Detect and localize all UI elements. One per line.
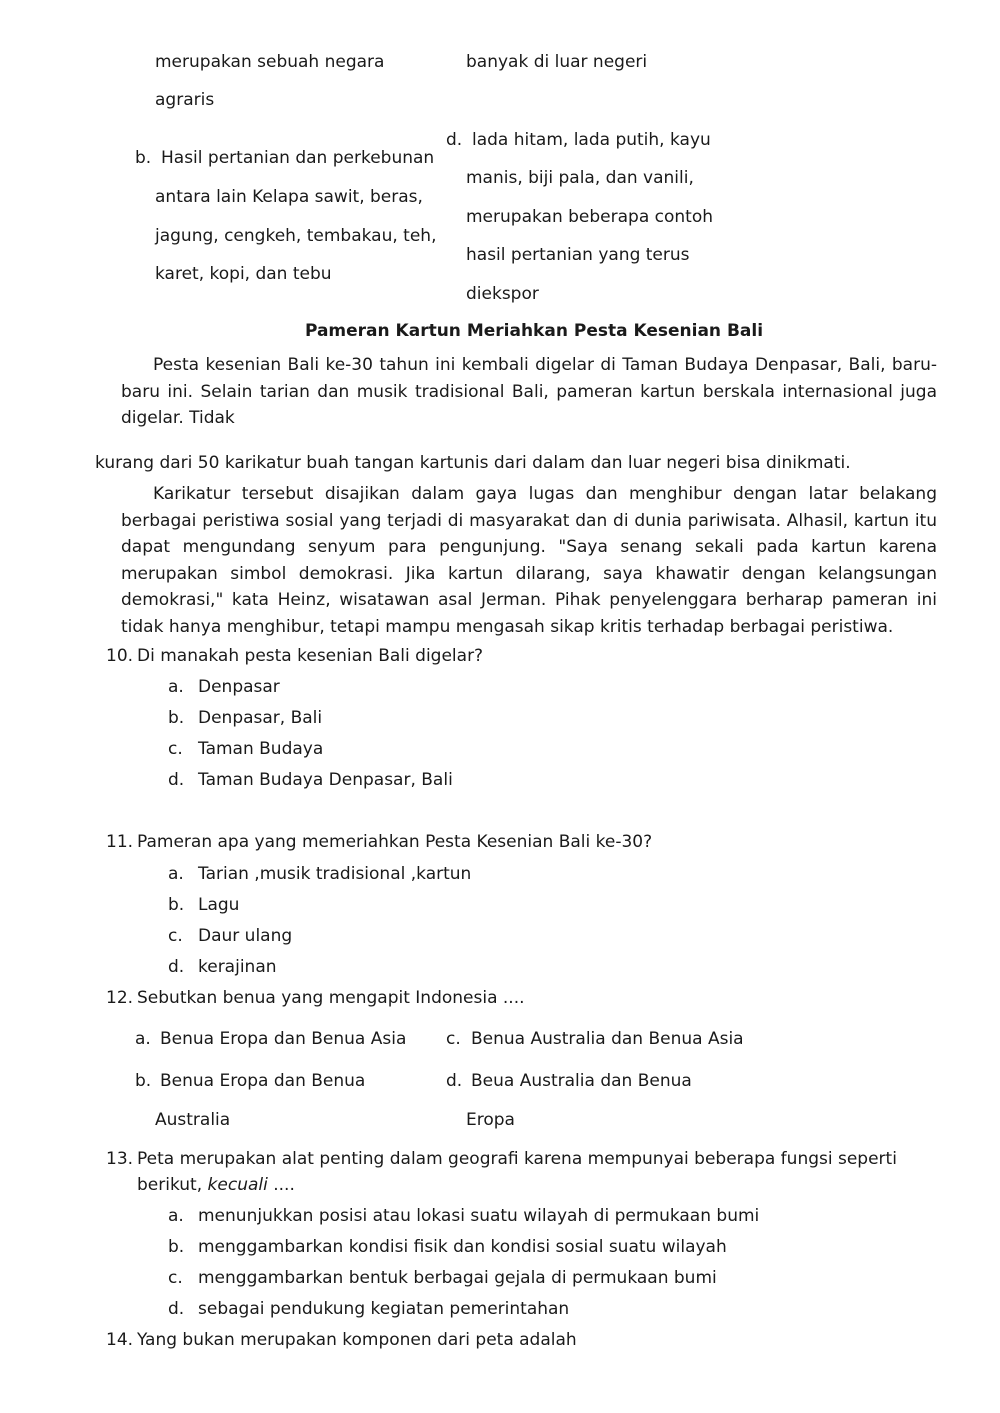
option-text-line: diekspor: [466, 284, 539, 304]
option-label: b.: [135, 148, 152, 168]
option-label: c.: [446, 1029, 461, 1049]
option-text: kerajinan: [198, 957, 277, 977]
option-b: [168, 895, 239, 915]
option-label: a.: [168, 1206, 184, 1226]
question-text-line-2: [137, 1175, 295, 1195]
option-label: c.: [168, 926, 183, 946]
option-text: Daur ulang: [198, 926, 293, 946]
option-text-line: karet, kopi, dan tebu: [155, 264, 332, 284]
option-d: [168, 957, 277, 977]
option-b: [135, 1071, 365, 1091]
option-text: menggambarkan bentuk berbagai gejala di permukaan bumi: [198, 1268, 717, 1288]
option-label: d.: [168, 957, 185, 977]
option-text: menggambarkan kondisi fisik dan kondisi sosial suatu wilayah: [198, 1237, 727, 1257]
option-c: [446, 1029, 744, 1049]
option-text: Beua Australia dan Benua: [471, 1071, 692, 1091]
option-label: d.: [446, 130, 463, 150]
option-a: [168, 1206, 759, 1226]
question-number: 14.: [106, 1330, 134, 1350]
option-text: Benua Eropa dan Benua Asia: [160, 1029, 407, 1049]
option-a: [168, 677, 280, 697]
question-text: Peta merupakan alat penting dalam geografi karena mempunyai beberapa fungsi seperti: [137, 1149, 897, 1169]
option-label: a.: [135, 1029, 151, 1049]
option-label: d.: [446, 1071, 463, 1091]
option-label: a.: [168, 864, 184, 884]
option-d: [168, 1299, 569, 1319]
question-text: Pameran apa yang memeriahkan Pesta Kesenian Bali ke-30?: [137, 832, 653, 852]
option-text: Benua Australia dan Benua Asia: [471, 1029, 744, 1049]
option-text-line: banyak di luar negeri: [466, 52, 648, 72]
question-emphasis: kecuali: [207, 1175, 268, 1195]
option-label: b.: [168, 1237, 185, 1257]
option-d: [168, 770, 453, 790]
question-number: 13.: [106, 1149, 134, 1169]
option-text-line: Australia: [155, 1110, 231, 1130]
question-number: 10.: [106, 646, 134, 666]
option-text-line: Eropa: [466, 1110, 515, 1130]
option-text: Taman Budaya: [198, 739, 324, 759]
option-text: Taman Budaya Denpasar, Bali: [198, 770, 453, 790]
article-paragraph-1: Pesta kesenian Bali ke-30 tahun ini kembali digelar di Taman Budaya Denpasar, Bali, baru-baru ini. Selain tarian dan musik tradisional Bali, pameran kartun berskala internasional juga digelar. Tidak: [121, 355, 937, 428]
option-a: [135, 1029, 406, 1049]
question-text: Sebutkan benua yang mengapit Indonesia ....: [137, 988, 525, 1008]
option-label: b.: [168, 708, 185, 728]
option-label: c.: [168, 1268, 183, 1288]
option-text-line: agraris: [155, 90, 215, 110]
question-text-segment: berikut,: [137, 1175, 203, 1195]
option-text-line: jagung, cengkeh, tembakau, teh,: [155, 226, 437, 246]
option-label: a.: [168, 677, 184, 697]
option-text-line: hasil pertanian yang terus: [466, 245, 690, 265]
option-b: [168, 1237, 727, 1257]
option-label: b.: [168, 895, 185, 915]
option-text: sebagai pendukung kegiatan pemerintahan: [198, 1299, 570, 1319]
option-text: Benua Eropa dan Benua: [160, 1071, 366, 1091]
option-c: [168, 739, 323, 759]
option-b: [168, 708, 322, 728]
option-text: Denpasar, Bali: [198, 708, 323, 728]
article-paragraph-2: Karikatur tersebut disajikan dalam gaya lugas dan menghibur dengan latar belakang berbagai peristiwa sosial yang terjadi di masyarakat dan di dunia pariwisata. Alhasil, kartun itu dapat mengundang senyum para pengunjung. "Saya senang sekali pada kartun karena merupakan simbol demokrasi. Jika kartun dilarang, saya khawatir dengan kelangsungan demokrasi," kata Heinz, wisatawan asal Jerman. Pihak penyelenggara berharap pameran ini tidak hanya menghibur, tetapi mampu mengasah sikap kritis terhadap berbagai peristiwa.: [121, 484, 937, 637]
option-text: Tarian ,musik tradisional ,kartun: [198, 864, 472, 884]
option-d: [446, 1071, 692, 1091]
option-c: [168, 926, 292, 946]
option-text-line: merupakan sebuah negara: [155, 52, 385, 72]
option-a: [168, 864, 471, 884]
option-c: [168, 1268, 717, 1288]
option-text-line: manis, biji pala, dan vanili,: [466, 168, 694, 188]
option-text: Denpasar: [198, 677, 280, 697]
option-text-line: merupakan beberapa contoh: [466, 207, 714, 227]
option-text: menunjukkan posisi atau lokasi suatu wilayah di permukaan bumi: [198, 1206, 760, 1226]
question-number: 11.: [106, 832, 134, 852]
option-text: Lagu: [198, 895, 240, 915]
option-label: c.: [168, 739, 183, 759]
option-text-line: antara lain Kelapa sawit, beras,: [155, 187, 423, 207]
question-text: Yang bukan merupakan komponen dari peta adalah: [137, 1330, 577, 1350]
article-paragraph-1-continued: kurang dari 50 karikatur buah tangan kartunis dari dalam dan luar negeri bisa dinikmati.: [95, 453, 851, 473]
article-title: Pameran Kartun Meriahkan Pesta Kesenian Bali: [304, 321, 764, 341]
question-number: 12.: [106, 988, 134, 1008]
question-text-segment: ....: [273, 1175, 295, 1195]
option-label: b.: [135, 1071, 152, 1091]
option-label: d.: [168, 770, 185, 790]
question-text: Di manakah pesta kesenian Bali digelar?: [137, 646, 484, 666]
option-text-line: Hasil pertanian dan perkebunan: [161, 148, 435, 168]
option-text-line: lada hitam, lada putih, kayu: [472, 130, 711, 150]
option-label: d.: [168, 1299, 185, 1319]
